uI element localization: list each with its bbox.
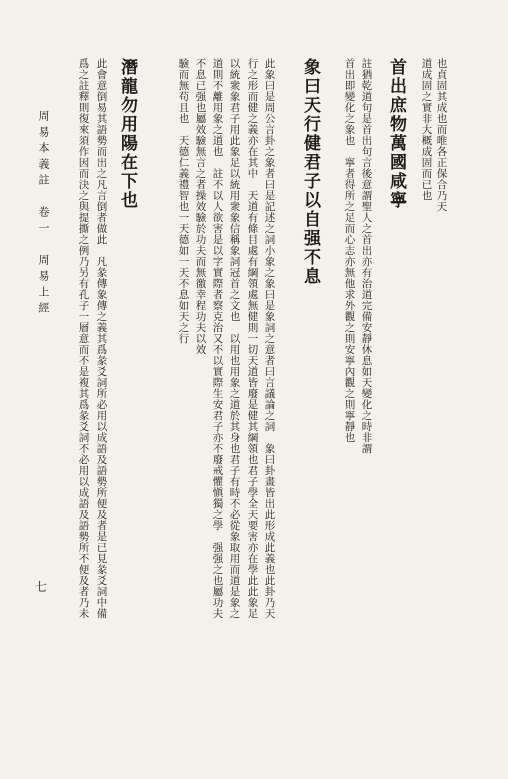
note-column-4: 首出即變化之象也 寧者得所之足而心志亦無他求外觀之則安寧內觀之則寧靜也 xyxy=(343,58,356,443)
page-number: 七 xyxy=(35,580,48,594)
note-column-5: 此象曰是周公言卦之象者曰是記述之詞小象之象曰是象詞之意者曰言議論之詞 象曰卦畫皆出此形成此義也此卦乃天 xyxy=(263,58,276,619)
note-column-7: 以統衆象君子用此象足以統用衆象信稱象詞冠首之文也 以用也用象之道於其身也君子有時不必從象取用而道是象之 xyxy=(228,58,241,619)
note-column-12: 爲之註釋則復來須作因而決之與提撕之例乃另有孔子一層意而不是複其爲彖爻詞不必用以成語及語勢所不便及者乃未 xyxy=(77,58,90,619)
classic-text-heading-1: 首出庶物萬國咸寧 xyxy=(386,58,406,210)
classic-text-heading-2: 象曰天行健君子以自强不息 xyxy=(300,58,320,286)
note-column-8: 道則不離用象之道也 註不以人欲害是以字實際者察克治又不以實際生安君子亦不廢戒懼愼獨之學 强强之也屬功夫 xyxy=(211,58,224,619)
note-column-2: 道成固之實非大概成固而已也 xyxy=(420,58,433,201)
margin-book-title: 周易本義註 卷一 周易上經 xyxy=(37,110,50,318)
note-column-10: 驗而無苟且也 天德仁義禮智也一天德如一天不息如天之行 xyxy=(177,58,190,344)
note-column-9: 不息已强也屬效驗無言之者操效驗於功夫而無徼幸程功夫以效 xyxy=(194,58,207,355)
note-column-11: 此會意倒易其語勢而出之凡言倒者做此 凡彖傳象傳之義其爲彖爻詞所必用以成語及語勢所便及者是已見彖爻詞中備 xyxy=(95,58,108,619)
note-column-1: 也貞固其成也而唯各正保合乃天 xyxy=(435,58,448,212)
note-column-3: 註猶乾道句是首出句言後意謂聖人之首出亦有治道完備安靜休息如天變化之時非謂 xyxy=(360,58,373,454)
classic-text-heading-3: 潛龍勿用陽在下也 xyxy=(117,58,137,210)
note-column-6: 行之形而健之義亦在其中 天道有條目處有綱領處無健則一切天道皆廢是健其綱領也君子學全天要害亦在學此此象足 xyxy=(246,58,259,619)
